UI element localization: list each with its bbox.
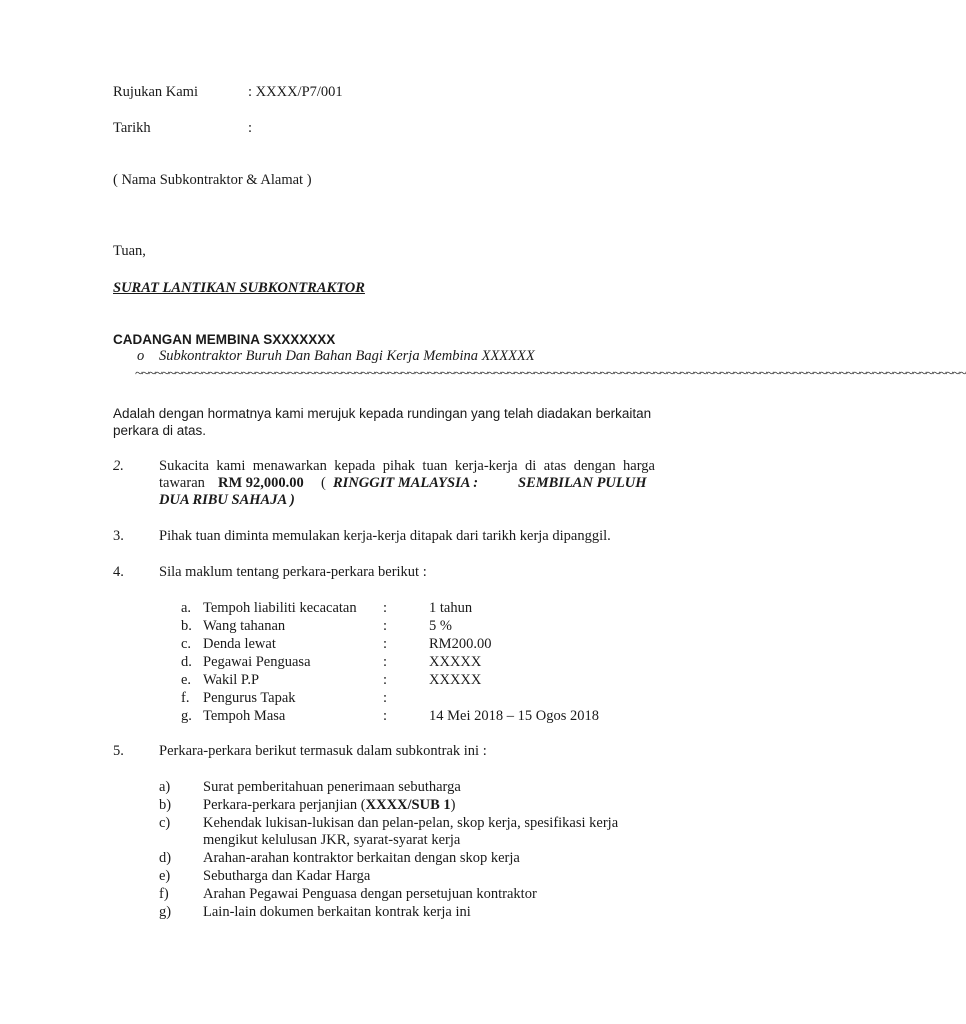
term-label: Wakil P.P <box>203 672 260 688</box>
term-letter: b. <box>181 618 192 634</box>
term-value: 14 Mei 2018 – 15 Ogos 2018 <box>429 708 599 724</box>
para-2-line-1: Sukacita kami menawarkan kepada pihak tuan kerja-kerja di atas dengan harga <box>159 458 655 474</box>
para-5-number: 5. <box>113 743 124 759</box>
term-colon: : <box>383 636 388 652</box>
term-letter: e. <box>181 672 192 688</box>
doc-letter: f) <box>159 886 169 902</box>
term-colon: : <box>383 618 388 634</box>
intro-line-1: Adalah dengan hormatnya kami merujuk kepada rundingan yang telah diadakan berkaitan <box>113 406 652 421</box>
para-2-number: 2. <box>113 458 124 474</box>
recipient-placeholder: ( Nama Subkontraktor & Alamat ) <box>113 172 312 188</box>
date-label: Tarikh <box>113 120 151 136</box>
term-label: Tempoh liabiliti kecacatan <box>203 600 357 616</box>
reference-value: : XXXX/P7/001 <box>248 84 343 100</box>
term-value: XXXXX <box>429 672 482 688</box>
para-3-number: 3. <box>113 528 124 544</box>
term-letter: a. <box>181 600 192 616</box>
term-colon: : <box>383 654 388 670</box>
doc-letter: g) <box>159 904 172 920</box>
term-value: XXXXX <box>429 654 482 670</box>
agreement-ref: XXXX/SUB 1 <box>365 797 451 813</box>
term-letter: d. <box>181 654 192 670</box>
doc-letter: c) <box>159 815 171 831</box>
term-letter: c. <box>181 636 192 652</box>
doc-text-continued: mengikut kelulusan JKR, syarat-syarat kerja <box>203 832 461 848</box>
doc-text: Arahan-arahan kontraktor berkaitan dengan skop kerja <box>203 850 520 866</box>
tilde-separator: ~~~~~~~~~~~~~~~~~~~~~~~~~~~~~~~~~~~~~~~~~~~~~~~~~~~~~~~~~~~~~~~~~~~~~~~~~~~~~~~~~~~~~~~~~~~~~~~~~~~~~~~~~~~~~~~~~~~~~~~~~~~~~ <box>135 366 966 382</box>
doc-text: Surat pemberitahuan penerimaan sebutharga <box>203 779 461 795</box>
term-colon: : <box>383 690 388 706</box>
doc-text: Lain-lain dokumen berkaitan kontrak kerja ini <box>203 904 471 920</box>
term-letter: g. <box>181 708 192 724</box>
amount-words-2: SEMBILAN PULUH <box>518 475 647 491</box>
reference-label: Rujukan Kami <box>113 84 198 100</box>
doc-text-pre: Perkara-perkara perjanjian ( <box>203 797 366 813</box>
doc-letter: b) <box>159 797 172 813</box>
term-value: RM200.00 <box>429 636 492 652</box>
bullet-marker: o <box>137 348 145 364</box>
project-subtitle: Subkontraktor Buruh Dan Bahan Bagi Kerja Membina XXXXXX <box>159 348 535 364</box>
offer-amount: RM 92,000.00 <box>218 475 304 491</box>
term-value: 5 % <box>429 618 452 634</box>
term-letter: f. <box>181 690 190 706</box>
para-3-text: Pihak tuan diminta memulakan kerja-kerja ditapak dari tarikh kerja dipanggil. <box>159 528 611 544</box>
term-label: Pegawai Penguasa <box>203 654 311 670</box>
term-label: Denda lewat <box>203 636 276 652</box>
doc-text <box>203 797 455 814</box>
doc-letter: a) <box>159 779 171 795</box>
term-label: Wang tahanan <box>203 618 286 634</box>
para-2-tawaran: tawaran <box>159 475 205 491</box>
amount-words-3: DUA RIBU SAHAJA ) <box>159 492 295 508</box>
term-value: 1 tahun <box>429 600 473 616</box>
salutation: Tuan, <box>113 243 146 259</box>
intro-line-2: perkara di atas. <box>113 423 207 438</box>
doc-text: Sebutharga dan Kadar Harga <box>203 868 371 884</box>
term-label: Pengurus Tapak <box>203 690 296 706</box>
term-colon: : <box>383 600 388 616</box>
date-value: : <box>248 120 253 136</box>
term-colon: : <box>383 672 388 688</box>
term-colon: : <box>383 708 388 724</box>
doc-letter: e) <box>159 868 171 884</box>
amount-words-1: RINGGIT MALAYSIA : <box>333 475 479 491</box>
doc-text: Arahan Pegawai Penguasa dengan persetujuan kontraktor <box>203 886 537 902</box>
doc-text-post: ) <box>450 797 456 813</box>
doc-letter: d) <box>159 850 172 866</box>
doc-text: Kehendak lukisan-lukisan dan pelan-pelan, skop kerja, spesifikasi kerja <box>203 815 619 831</box>
para-4-text: Sila maklum tentang perkara-perkara berikut : <box>159 564 427 580</box>
para-4-number: 4. <box>113 564 124 580</box>
open-paren: ( <box>321 475 326 491</box>
para-5-text: Perkara-perkara berikut termasuk dalam subkontrak ini : <box>159 743 487 759</box>
term-label: Tempoh Masa <box>203 708 286 724</box>
letter-title: SURAT LANTIKAN SUBKONTRAKTOR <box>113 280 365 296</box>
project-title: CADANGAN MEMBINA SXXXXXXX <box>113 332 336 347</box>
